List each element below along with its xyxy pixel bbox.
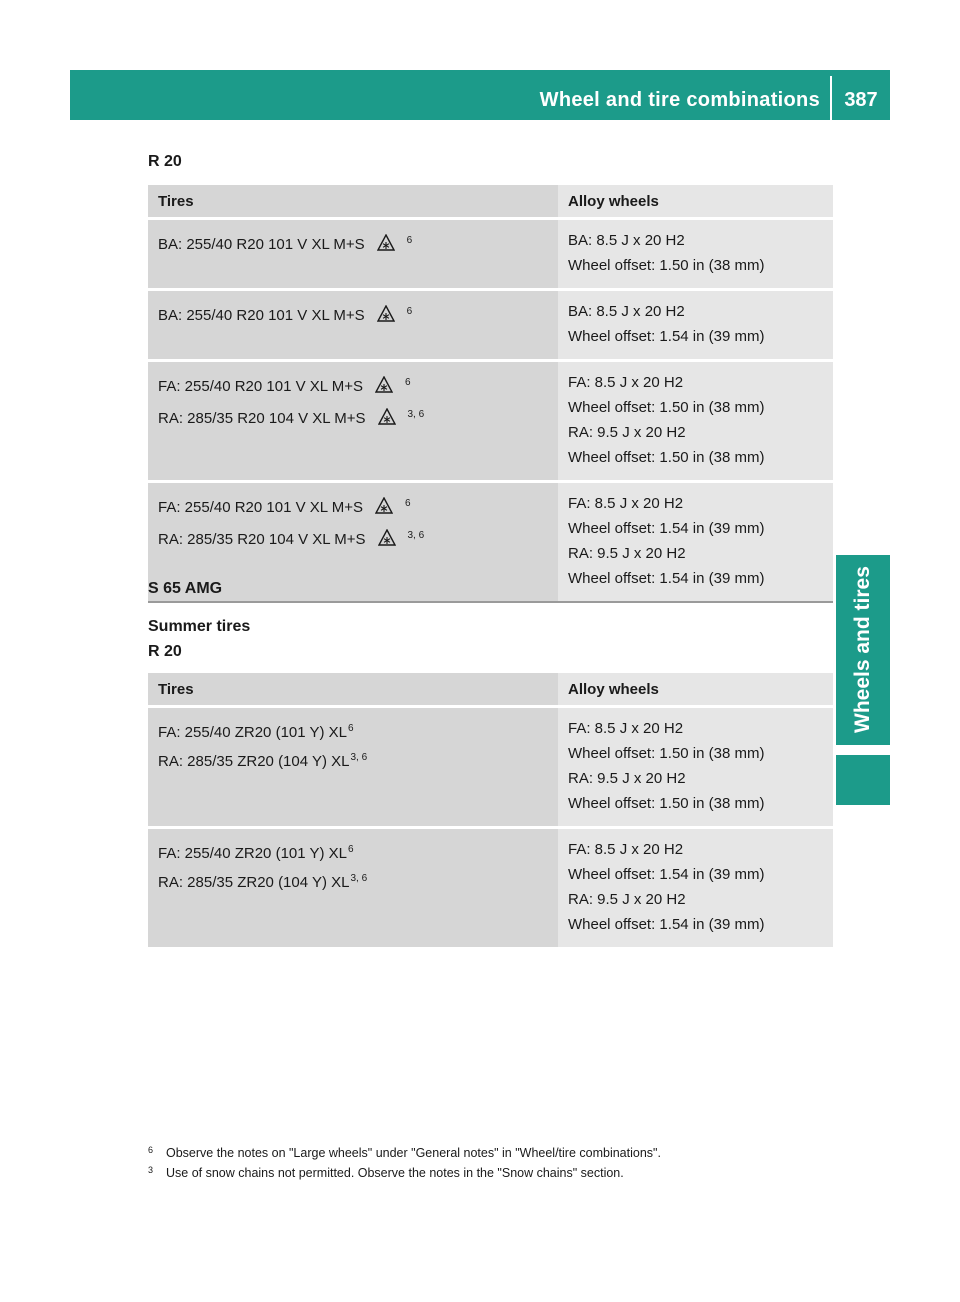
page-header [70,70,890,120]
table-header-row [148,673,833,705]
wheel-spec-line: Wheel offset: 1.54 in (39 mm) [568,916,765,933]
tire-spec-line [158,491,548,523]
footnote-ref: 6 [406,306,413,317]
tire-spec-line [158,402,548,434]
tire-cell [148,708,558,826]
table-row [148,708,833,826]
snowflake-mountain-icon [378,529,396,555]
tire-spec-text: RA: 285/35 R20 104 V XL M+S [158,531,366,548]
snowflake-mountain-icon [378,408,396,434]
footnote-text: Observe the notes on "Large wheels" under "General notes" in "Wheel/tire combinations". [166,1146,661,1160]
wheel-spec-line: Wheel offset: 1.50 in (38 mm) [568,449,765,466]
tire-spec-text: RA: 285/35 R20 104 V XL M+S [158,410,366,427]
wheel-cell [558,220,833,288]
footnote-ref: 6 [406,235,413,246]
page-number: 387 [844,89,878,111]
wheel-spec-line: FA: 8.5 J x 20 H2 [568,374,684,391]
table-row [148,291,833,359]
wheel-spec-line: Wheel offset: 1.50 in (38 mm) [568,795,765,812]
wheel-spec-line: RA: 9.5 J x 20 H2 [568,424,686,441]
tire-spec-line [158,523,548,555]
tire-spec-text: RA: 285/35 ZR20 (104 Y) XL [158,874,350,891]
tire-spec-line [158,745,548,774]
wheel-spec-line: FA: 8.5 J x 20 H2 [568,720,684,737]
wheel-spec-line: RA: 9.5 J x 20 H2 [568,891,686,908]
s65-amg-table [148,670,833,950]
tire-cell [148,362,558,480]
wheel-spec-line: Wheel offset: 1.50 in (38 mm) [568,399,765,416]
wheel-spec-line: RA: 9.5 J x 20 H2 [568,545,686,562]
wheel-cell [558,483,833,601]
section2-heading: S 65 AMG [148,580,223,597]
footnote-ref: 3, 6 [407,530,425,541]
section-title: Wheel and tire combinations [539,89,820,111]
tire-spec-text: FA: 255/40 R20 101 V XL M+S [158,378,363,395]
tire-spec-line [158,299,548,331]
wheel-spec-line: BA: 8.5 J x 20 H2 [568,232,685,249]
wheel-spec-line: Wheel offset: 1.50 in (38 mm) [568,257,765,274]
snowflake-mountain-icon [377,305,395,331]
tire-cell [148,829,558,947]
wheel-spec-line: Wheel offset: 1.54 in (39 mm) [568,570,765,587]
footnote-text: Use of snow chains not permitted. Observe the notes in the "Snow chains" section. [166,1166,624,1180]
wheel-spec-line: Wheel offset: 1.54 in (39 mm) [568,866,765,883]
wheel-spec-line: Wheel offset: 1.54 in (39 mm) [568,520,765,537]
wheel-spec-line: FA: 8.5 J x 20 H2 [568,841,684,858]
r20-table [148,182,833,604]
table-row [148,362,833,480]
tire-cell [148,220,558,288]
footnotes [148,1143,661,1183]
footnote [148,1163,661,1183]
footnote-ref: 6 [405,498,411,509]
footnote-ref: 6 [405,377,411,388]
col-header-tires: Tires [148,673,558,705]
footnote-ref: 6 [348,723,354,734]
chapter-tab-label: Wheels and tires [851,566,874,734]
wheel-cell [558,291,833,359]
summer-tires-heading: Summer tires [148,618,251,635]
snowflake-mountain-icon [375,497,393,523]
footnote-ref: 3, 6 [407,409,425,420]
col-header-wheels: Alloy wheels [558,185,833,217]
footnote-number: 3 [148,1165,154,1175]
tire-spec-text: RA: 285/35 ZR20 (104 Y) XL [158,753,350,770]
tire-spec-text: BA: 255/40 R20 101 V XL M+S [158,307,365,324]
tire-cell [148,291,558,359]
footnote-ref: 3, 6 [350,752,368,763]
wheel-spec-line: Wheel offset: 1.50 in (38 mm) [568,745,765,762]
wheel-spec-line: BA: 8.5 J x 20 H2 [568,303,685,320]
tire-spec-text: FA: 255/40 R20 101 V XL M+S [158,499,363,516]
chapter-tab [836,555,890,745]
wheel-spec-line: Wheel offset: 1.54 in (39 mm) [568,328,765,345]
tire-spec-line [158,837,548,866]
col-header-wheels: Alloy wheels [558,673,833,705]
col-header-tires: Tires [148,185,558,217]
footnote-ref: 6 [348,844,354,855]
section1-heading: R 20 [148,153,182,170]
table-header-row [148,185,833,217]
wheel-cell [558,362,833,480]
tire-spec-text: FA: 255/40 ZR20 (101 Y) XL [158,845,348,862]
wheel-cell [558,829,833,947]
snowflake-mountain-icon [375,376,393,402]
wheel-spec-line: FA: 8.5 J x 20 H2 [568,495,684,512]
table-row [148,829,833,947]
tire-spec-text: BA: 255/40 R20 101 V XL M+S [158,236,365,253]
tire-spec-line [158,716,548,745]
section2-size-heading: R 20 [148,643,182,660]
table-row [148,220,833,288]
chapter-marker [836,755,890,805]
table-row [148,483,833,601]
tire-spec-line [158,866,548,895]
tire-spec-text: FA: 255/40 ZR20 (101 Y) XL [158,724,348,741]
footnote [148,1143,661,1163]
footnote-number: 6 [148,1145,154,1155]
tire-spec-line [158,228,548,260]
section-divider [148,601,833,603]
tire-spec-line [158,370,548,402]
snowflake-mountain-icon [377,234,395,260]
wheel-cell [558,708,833,826]
footnote-ref: 3, 6 [350,873,368,884]
wheel-spec-line: RA: 9.5 J x 20 H2 [568,770,686,787]
